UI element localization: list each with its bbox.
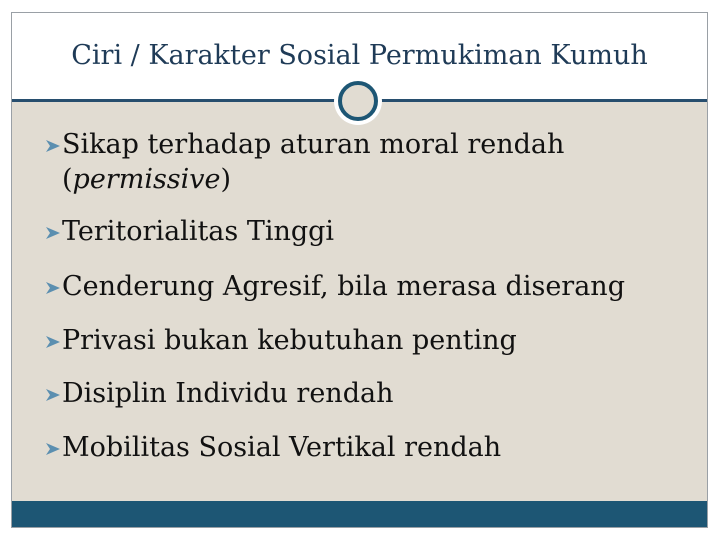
divider-circle-ornament: [338, 81, 378, 121]
bullet-item: [45, 323, 517, 358]
bullet-text: Teritorialitas Tinggi: [62, 216, 335, 247]
slide-title: Ciri / Karakter Sosial Permukiman Kumuh: [71, 40, 648, 71]
bullet-continuation: (permissive): [62, 164, 232, 195]
bullet-text: Sikap terhadap aturan moral rendah: [62, 129, 565, 160]
bullet-item: [45, 127, 564, 197]
bullet-text: Disiplin Individu rendah: [62, 378, 394, 409]
bullet-text: Mobilitas Sosial Vertikal rendah: [62, 432, 502, 463]
bullet-text: Cenderung Agresif, bila merasa diserang: [62, 271, 625, 302]
arrow-bullet-icon: [45, 334, 61, 350]
bullet-italic-term: permissive: [72, 164, 221, 195]
bullet-item: [45, 214, 334, 249]
arrow-bullet-icon: [45, 441, 61, 457]
slide: [11, 12, 708, 528]
arrow-bullet-icon: [45, 138, 61, 154]
footer-bar: [12, 501, 707, 528]
arrow-bullet-icon: [45, 225, 61, 241]
arrow-bullet-icon: [45, 387, 61, 403]
bullet-text: Privasi bukan kebutuhan penting: [62, 325, 517, 356]
bullet-item: [45, 376, 393, 411]
bullet-item: [45, 430, 501, 465]
bullet-item: [45, 269, 625, 304]
arrow-bullet-icon: [45, 280, 61, 296]
